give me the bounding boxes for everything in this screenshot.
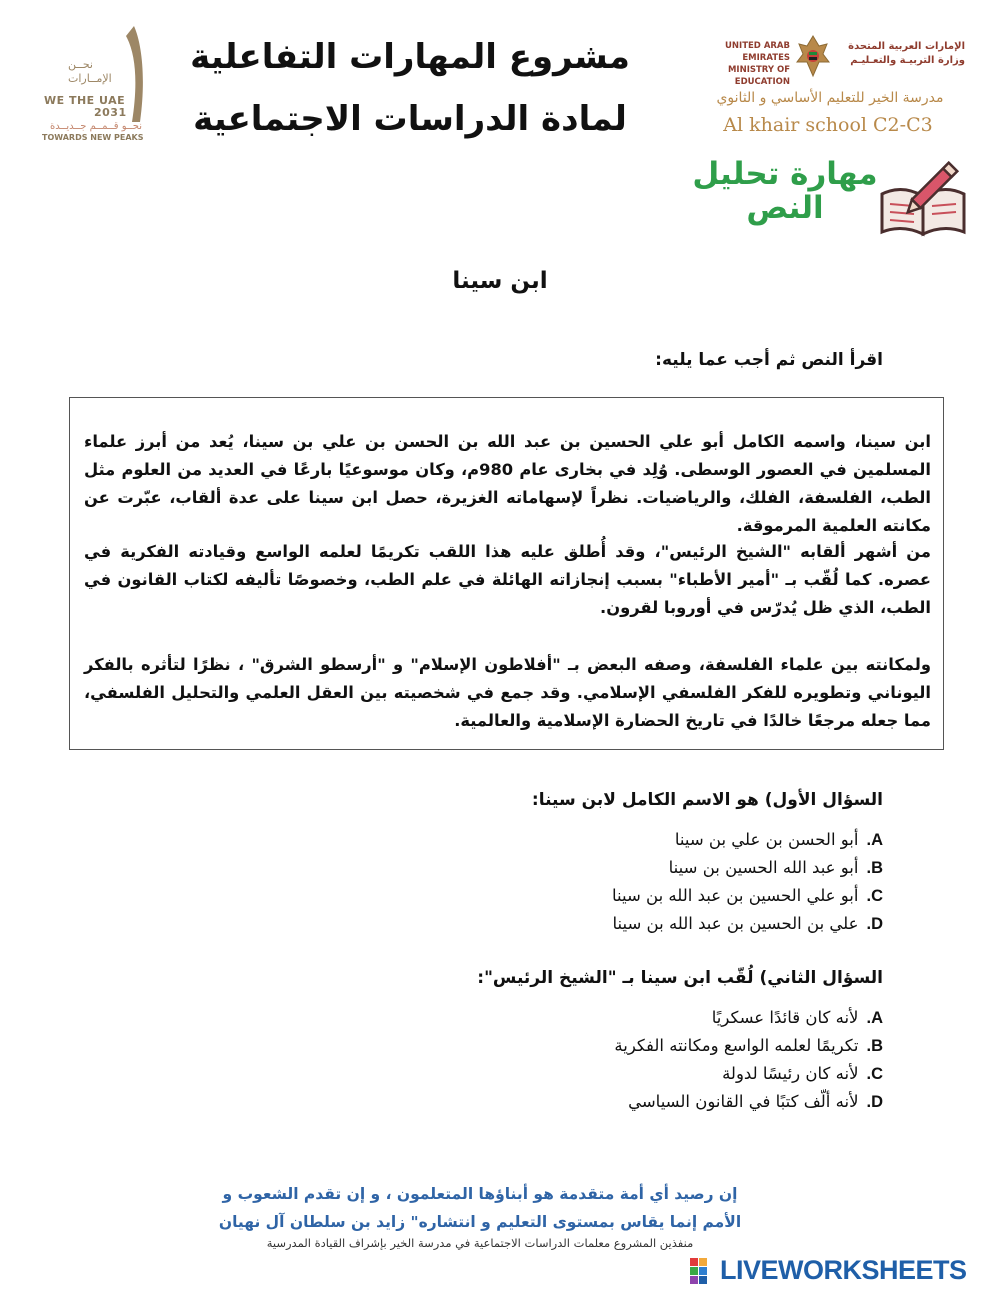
uae-brand-ar-line1: نحــن	[68, 58, 93, 71]
question-1-text: السؤال الأول) هو الاسم الكامل لابن سينا:	[531, 790, 883, 810]
question-1-option-a[interactable]	[400, 826, 883, 854]
book-pencil-icon	[878, 154, 968, 238]
ministry-ar-line2: وزارة التربيـة والتعـليـم	[850, 55, 965, 66]
skill-label-line2: النص	[746, 190, 824, 226]
skill-label-line1: مهارة تحليل	[692, 156, 878, 192]
ministry-logo	[675, 28, 965, 148]
passage-title: ابن سينا	[452, 268, 548, 294]
footer-credit: منفذين المشروع معلمات الدراسات الاجتماعية في مدرسة الخير بإشراف القيادة المدرسية	[266, 1236, 694, 1250]
option-text: علي بن الحسين بن عبد الله بن سينا	[612, 914, 859, 933]
option-text: أبو الحسن بن علي بن سينا	[674, 830, 859, 849]
uae-emblem-icon	[793, 32, 833, 80]
footer-quote	[180, 1180, 780, 1236]
liveworksheets-logo-icon	[690, 1258, 716, 1284]
question-2-text: السؤال الثاني) لُقّب ابن سينا بـ "الشيخ الرئيس":	[477, 968, 883, 988]
option-text: لأنه كان رئيسًا لدولة	[722, 1064, 859, 1083]
option-letter: A.	[866, 831, 883, 849]
option-text: أبو عبد الله الحسين بن سينا	[668, 858, 859, 877]
question-2-options	[400, 1004, 883, 1116]
school-name-ar: مدرسة الخير للتعليم الأساسي و الثانوي	[716, 90, 944, 106]
passage-paragraph: من أشهر ألقابه "الشيخ الرئيس"، وقد أُطلق عليه هذا اللقب تكريمًا لعلمه الواسع وقيادته الفكرية في عصره. كما لُقّب بـ "أمير الأطباء" بسبب إنجازاته الهائلة في علم الطب، وخصوصًا تأليفه لكتاب القانون في الطب، الذي ظل يُدرّس في أوروبا لقرون.	[84, 542, 931, 617]
uae-brand-ar-tagline: نحــو قــمــم جــديــدة	[50, 121, 142, 132]
skill-label	[690, 157, 880, 225]
instruction-text: اقرأ النص ثم أجب عما يليه:	[655, 350, 883, 370]
option-letter: B.	[866, 859, 883, 877]
uae-brand-en-line2: 2031	[94, 106, 127, 119]
ministry-ar-line1: الإمارات العربية المتحدة	[848, 41, 965, 52]
question-2-option-b[interactable]	[400, 1032, 883, 1060]
question-1-options	[400, 826, 883, 938]
option-letter: D.	[866, 915, 883, 933]
ministry-en	[675, 40, 790, 88]
option-letter: A.	[866, 1009, 883, 1027]
passage-paragraph: ولمكانته بين علماء الفلسفة، وصفه البعض بـ "أفلاطون الإسلام" و "أرسطو الشرق" ، نظرًا لتأثره بالفكر اليوناني وتطويره للفكر الفلسفي الإسلامي. وقد جمع في شخصيته بين العقل العلمي والتحليل الفلسفي، مما جعله مرجعًا خالدًا في تاريخ الحضارة الإسلامية والعالمية.	[84, 655, 931, 730]
school-name-en: Al khair school C2-C3	[723, 114, 933, 136]
option-letter: C.	[866, 1065, 883, 1083]
question-2-option-d[interactable]	[400, 1088, 883, 1116]
question-1-option-b[interactable]	[400, 854, 883, 882]
ministry-ar	[845, 40, 965, 68]
ministry-en-line1: UNITED ARAB EMIRATES	[725, 41, 790, 63]
uae-brand-en-line1: WE THE UAE	[44, 94, 126, 107]
footer-quote-line2: الأمم إنما يقاس بمستوى التعليم و انتشاره" زايد بن سلطان آل نهيان	[218, 1213, 742, 1231]
uae-brand-ar-line2: الإمــارات	[68, 72, 112, 85]
option-letter: D.	[866, 1093, 883, 1111]
option-text: تكريمًا لعلمه الواسع ومكانته الفكرية	[614, 1036, 859, 1055]
option-letter: C.	[866, 887, 883, 905]
question-1-option-c[interactable]	[400, 882, 883, 910]
question-2-option-a[interactable]	[400, 1004, 883, 1032]
page-title	[170, 26, 650, 150]
liveworksheets-wordmark: LIVEWORKSHEETS	[720, 1255, 967, 1285]
liveworksheets-logo	[690, 1255, 990, 1285]
uae-brand-logo	[28, 20, 168, 145]
footer-quote-line1: إن رصيد أي أمة متقدمة هو أبناؤها المتعلمون ، و إن تقدم الشعوب و	[222, 1185, 738, 1203]
uae-brand-en-tagline: TOWARDS NEW PEAKS	[42, 133, 144, 142]
passage-paragraph: ابن سينا، واسمه الكامل أبو علي الحسين بن عبد الله بن الحسن بن علي بن سينا، يُعد من أبرز علماء المسلمين في العصور الوسطى. وُلِد في بخارى عام 980م، وكان موسوعيًا بارعًا في العديد من العلوم مثل الطب، الفلسفة، الفلك، والرياضيات. نظراً لإسهاماته الغزيرة، حصل ابن سينا على عدة ألقاب، عبّرت عن مكانته العلمية المرموقة.	[84, 432, 931, 535]
question-1-option-d[interactable]	[400, 910, 883, 938]
option-letter: B.	[866, 1037, 883, 1055]
page-title-line1: مشروع المهارات التفاعلية	[190, 37, 630, 77]
page-title-line2: لمادة الدراسات الاجتماعية	[193, 99, 627, 139]
question-2-option-c[interactable]	[400, 1060, 883, 1088]
ministry-en-line2: MINISTRY OF EDUCATION	[727, 65, 790, 87]
option-text: لأنه كان قائدًا عسكريًا	[711, 1008, 859, 1027]
passage-box	[69, 397, 944, 750]
option-text: أبو علي الحسين بن عبد الله بن سينا	[611, 886, 859, 905]
option-text: لأنه ألّف كتبًا في القانون السياسي	[628, 1092, 859, 1111]
